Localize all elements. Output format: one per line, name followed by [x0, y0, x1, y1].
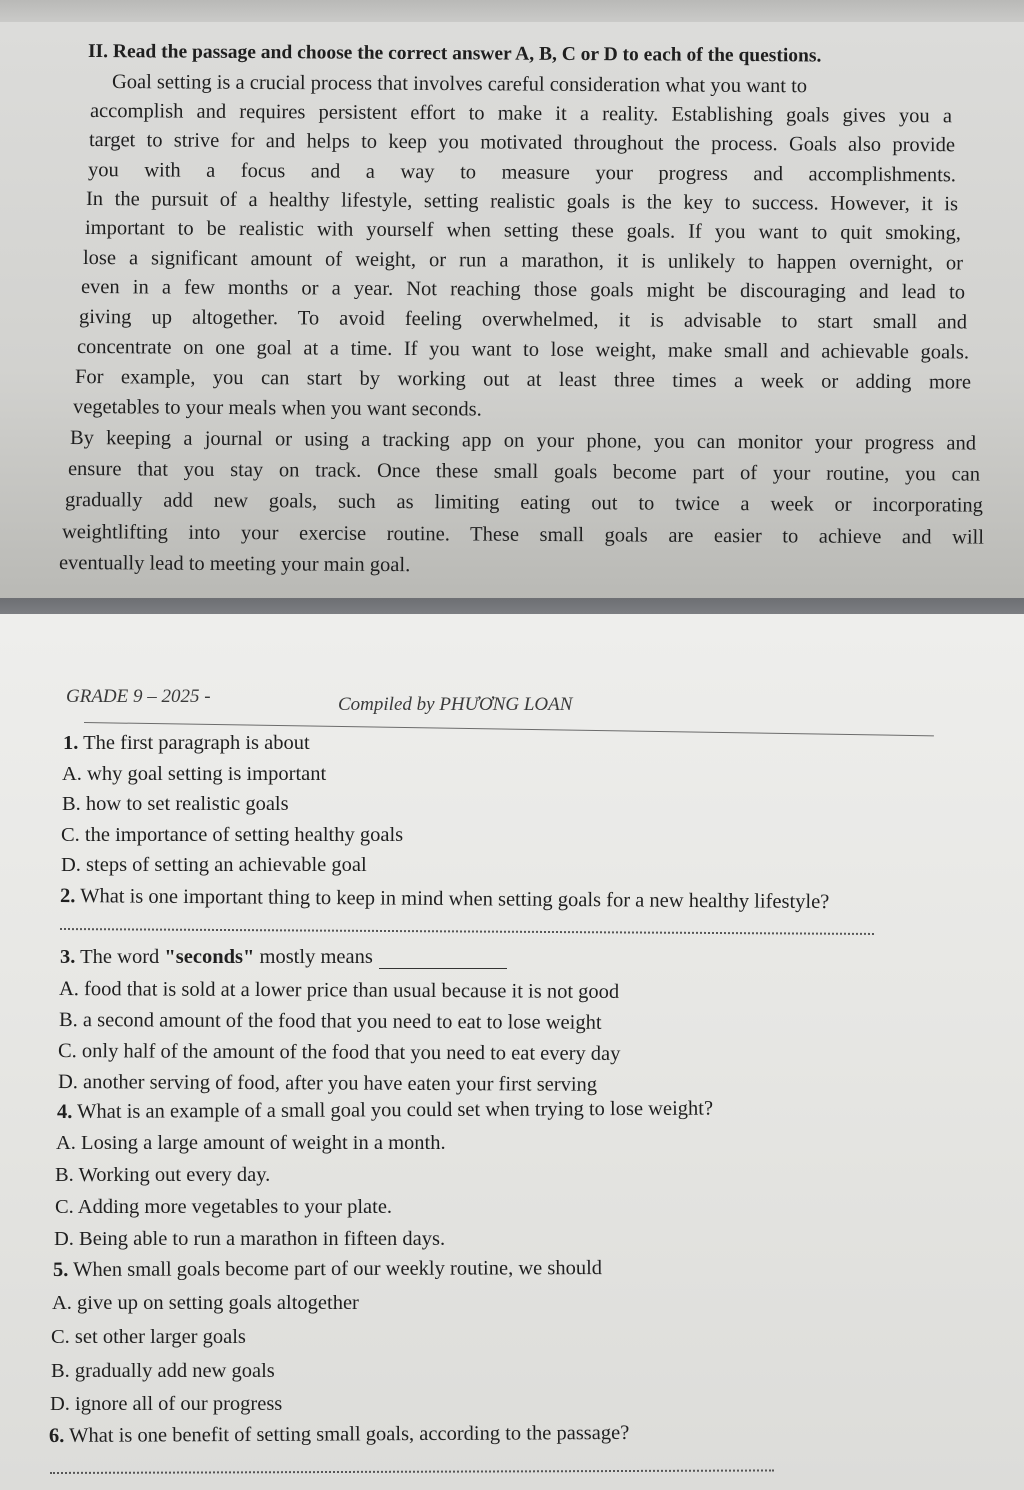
passage-line: lose a significant amount of weight, or run a marathon, it is unlikely to happen overnight, or [82, 247, 964, 275]
passage-line: eventually lead to meeting your main goal. [58, 552, 411, 577]
q1-option-c: C. the importance of setting healthy goals [61, 824, 404, 846]
passage-line: accomplish and requires persistent effort to make it a reality. Establishing goals gives you a [89, 100, 953, 128]
passage-line: target to strive for and helps to keep you motivated throughout the process. Goals also provide [88, 129, 956, 157]
q3-blank [379, 950, 507, 969]
passage-line: In the pursuit of a healthy lifestyle, setting realistic goals is the key to success. However, it is [85, 188, 959, 216]
q4-option-d: D. Being able to run a marathon in fifteen days. [54, 1228, 446, 1250]
passage-line: For example, you can start by working out at least three times a week or adding more [74, 366, 972, 394]
page-header-left: GRADE 9 – 2025 - [66, 686, 211, 707]
q1-option-d: D. steps of setting an achievable goal [61, 854, 367, 876]
q3-option-d: D. another serving of food, after you have eaten your first serving [57, 1071, 598, 1096]
q3-option-c: C. only half of the amount of the food that you need to eat every day [57, 1040, 621, 1065]
question-4: 4. What is an example of a small goal you could set when trying to lose weight? [56, 1097, 714, 1123]
question-5: 5. When small goals become part of our weekly routine, we should [52, 1257, 603, 1281]
passage-line: you with a focus and a way to measure your progress and accomplishments. [87, 159, 957, 187]
q4-option-c: C. Adding more vegetables to your plate. [55, 1196, 393, 1218]
passage-line: even in a few months or a year. Not reaching those goals might be discouraging and lead to [80, 276, 966, 304]
passage-line: important to be realistic with yourself when setting these goals. If you want to quit smoking, [84, 217, 962, 245]
passage-line: gradually add new goals, such as limiting eating out to twice a week or incorporating [64, 489, 984, 517]
passage-line: weightlifting into your exercise routine. These small goals are easier to achieve and will [61, 521, 985, 549]
q5-option-a: A. give up on setting goals altogether [52, 1292, 359, 1314]
passage-line: Goal setting is a crucial process that involves careful consideration what you want to [111, 71, 808, 98]
passage-line: giving up altogether. To avoid feeling overwhelmed, it is advisable to start small and [78, 306, 968, 334]
question-2: 2. What is one important thing to keep in mind when setting goals for a new healthy lifestyle? [59, 885, 830, 914]
q3-option-a: A. food that is sold at a lower price than usual because it is not good [58, 978, 620, 1003]
section-heading: II. Read the passage and choose the correct answer A, B, C or D to each of the questions. [87, 41, 822, 67]
q5-option-c: C. set other larger goals [51, 1326, 246, 1348]
q4-option-a: A. Losing a large amount of weight in a month. [56, 1132, 446, 1154]
q5-option-d: D. ignore all of our progress [50, 1393, 283, 1415]
question-1: 1. The first paragraph is about [63, 732, 310, 754]
q5-option-b: B. gradually add new goals [51, 1360, 275, 1382]
question-3: 3. The word "seconds" mostly means [60, 945, 507, 969]
page-header-right: Compiled by PHƯƠNG LOAN [338, 694, 573, 715]
q3-option-b: B. a second amount of the food that you need to eat to lose weight [58, 1009, 602, 1034]
passage-line: concentrate on one goal at a time. If you want to lose weight, make small and achievable goals. [76, 336, 970, 364]
q1-option-a: A. why goal setting is important [62, 763, 327, 785]
passage-line: ensure that you stay on track. Once these small goals become part of your routine, you can [67, 458, 981, 486]
question-6: 6. What is one benefit of setting small goals, according to the passage? [48, 1421, 630, 1447]
passage-line: vegetables to your meals when you want seconds. [72, 396, 482, 421]
passage-line: By keeping a journal or using a tracking app on your phone, you can monitor your progress and [69, 427, 977, 455]
q1-option-b: B. how to set realistic goals [62, 793, 289, 815]
q4-option-b: B. Working out every day. [55, 1164, 271, 1186]
